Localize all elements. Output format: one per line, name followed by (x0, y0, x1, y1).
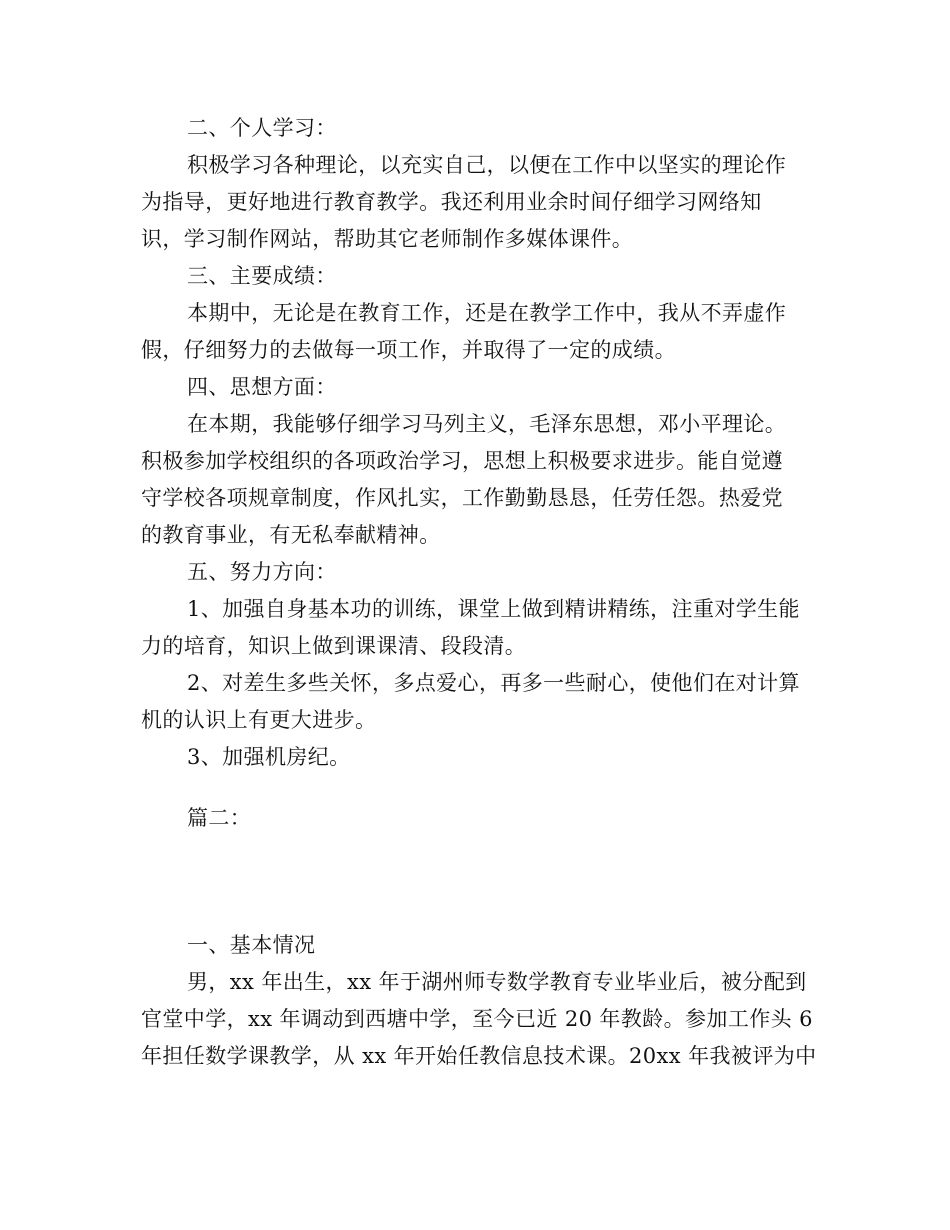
paragraph-line: 官堂中学，xx 年调动到西塘中学，至今已近 20 年教龄。参加工作头 6 (141, 1007, 813, 1031)
section-heading: 五、努力方向： (187, 560, 337, 584)
paragraph-line: 为指导，更好地进行教育教学。我还利用业余时间仔细学习网络知 (141, 190, 762, 214)
list-item-line: 3、加强机房纪。 (187, 745, 351, 769)
paragraph-line: 守学校各项规章制度，作风扎实，工作勤勤恳恳，任劳任怨。热爱党 (141, 486, 783, 510)
section-heading: 一、基本情况 (187, 933, 316, 957)
section-heading: 三、主要成绩： (187, 264, 337, 288)
paragraph-line: 识，学习制作网站，帮助其它老师制作多媒体课件。 (141, 227, 634, 251)
paragraph-line: 年担任数学课教学，从 xx 年开始任教信息技术课。20xx 年我被评为中 (141, 1044, 817, 1068)
paragraph-line: 的教育事业，有无私奉献精神。 (141, 523, 441, 547)
paragraph-line: 男，xx 年出生，xx 年于湖州师专数学教育专业毕业后，被分配到 (187, 970, 807, 994)
paragraph-line: 本期中，无论是在教育工作，还是在教学工作中，我从不弄虚作 (187, 301, 787, 325)
paragraph-line: 在本期，我能够仔细学习马列主义，毛泽东思想，邓小平理论。 (187, 412, 787, 436)
list-item-line: 1、加强自身基本功的训练，课堂上做到精讲精练，注重对学生能 (187, 597, 800, 621)
list-item-line: 2、对差生多些关怀，多点爱心，再多一些耐心，使他们在对计算 (187, 671, 800, 695)
part-title: 篇二： (187, 806, 252, 830)
list-item-line: 机的认识上有更大进步。 (141, 708, 377, 732)
document-body (141, 110, 817, 1075)
section-heading: 二、个人学习： (187, 116, 337, 140)
spacer (141, 776, 811, 800)
paragraph-line: 假，仔细努力的去做每一项工作，并取得了一定的成绩。 (141, 338, 676, 362)
section-heading: 四、思想方面： (187, 375, 337, 399)
paragraph-line: 积极学习各种理论，以充实自己，以便在工作中以坚实的理论作 (187, 153, 787, 177)
paragraph-line: 积极参加学校组织的各项政治学习，思想上积极要求进步。能自觉遵 (141, 449, 783, 473)
list-item-line: 力的培育，知识上做到课课清、段段清。 (141, 634, 527, 658)
spacer (141, 837, 811, 927)
